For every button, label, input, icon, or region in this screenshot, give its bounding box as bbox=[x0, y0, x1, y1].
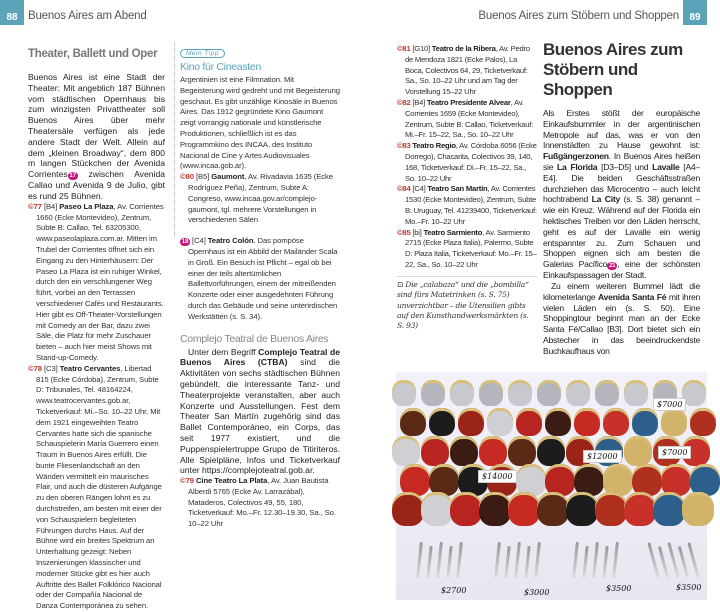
bold-text: Teatro Sarmiento bbox=[423, 227, 483, 237]
bombilla-straw bbox=[592, 542, 599, 578]
mate-cup bbox=[624, 380, 648, 406]
mate-cup bbox=[537, 436, 565, 466]
bombilla-straw bbox=[534, 542, 541, 578]
mate-cup bbox=[479, 380, 503, 406]
bombilla-straw bbox=[687, 542, 699, 578]
mate-cup bbox=[574, 408, 600, 436]
listing-entry-79 bbox=[180, 476, 340, 530]
text-run: , eine der schönsten Einkaufspassagen der Stadt. bbox=[543, 259, 700, 281]
listing-entry-78 bbox=[28, 364, 165, 612]
price-tag: $14000 bbox=[478, 470, 517, 483]
entry-number: ©84 bbox=[397, 184, 411, 194]
text-run: zwischen Avenida Callao und Avenida 9 de Julio, gibt es rund 25 Bühnen. bbox=[28, 169, 165, 201]
mate-cup bbox=[450, 380, 474, 406]
mate-cup bbox=[603, 408, 629, 436]
mate-cup bbox=[624, 436, 652, 466]
chapter-title: Buenos Aires zum Stöbern und Shoppen bbox=[543, 40, 683, 99]
section-heading-theater: Theater, Ballett und Oper bbox=[28, 48, 158, 60]
bombilla-straw bbox=[602, 546, 608, 578]
text-run: , Av. Sarmiento 2715 (Ecke Plaza Italia), Palermo, Subte D: Plaza Italia, Ticketverkauf: Mo.–Fr. 15–22, Sa., So. 10–22 Uhr bbox=[405, 227, 537, 269]
mate-cup bbox=[566, 492, 598, 526]
text-run: . Das pompöse Opernhaus ist ein Abbild der Mailänder Scala in Groß. Ein Besuch ist Pflicht – egal ob bei einer der teils altertümlichen Ballettvorführungen, einem der mitreißenden Konzerte oder einer ausgedehnten Führung durch das Gebäude und seine unterirdischen Werkstätten (s. S. 34). bbox=[188, 236, 338, 321]
mate-cup bbox=[595, 380, 619, 406]
photo-caption bbox=[397, 276, 537, 332]
text-run: [C4] bbox=[410, 184, 428, 194]
mate-cup bbox=[392, 436, 420, 466]
listing-entry-80 bbox=[180, 172, 340, 226]
text-run: Zu einem weiteren Bummel lädt die kilometerlange bbox=[543, 280, 700, 302]
entry-number: ©79 bbox=[180, 476, 194, 486]
map-marker: 21 bbox=[609, 263, 616, 270]
bold-text: La Florida bbox=[557, 161, 598, 172]
bold-text: Paseo La Plaza bbox=[59, 201, 114, 211]
text-run: [C4] bbox=[190, 236, 208, 246]
right-column-2 bbox=[543, 40, 700, 357]
left-column-2 bbox=[180, 42, 340, 530]
mate-cup bbox=[479, 436, 507, 466]
text-run: , Av. Córdoba 6056 (Ecke Dorrego), Chacarita, Colectivos 39, 140, 168, Ticketverkauf: Di.–Fr. 15–22, Sa., So. 10–22 Uhr bbox=[405, 141, 537, 183]
mate-cup bbox=[653, 492, 685, 526]
mate-cup bbox=[429, 408, 455, 436]
listing-entry-84 bbox=[397, 184, 537, 227]
text-run: , Av. Juan Bautista Alberdi 5765 (Ecke Av. Larrazábal), Mataderos, Colectivos 49, 55, 180, Ticketverkauf: Mo.–Fr. 12.30–19.30, Sa., So. 10–22 Uhr bbox=[188, 476, 336, 529]
bombilla-straw bbox=[504, 546, 510, 578]
shopping-paragraph-2 bbox=[543, 281, 700, 357]
price-tag: $3500 bbox=[676, 583, 702, 592]
mate-cup bbox=[458, 408, 484, 436]
listing-entry-85 bbox=[397, 228, 537, 271]
mate-cup bbox=[624, 492, 656, 526]
mate-cup bbox=[566, 380, 590, 406]
text-run: , Libertad 815 (Ecke Córdoba), Zentrum, Subte D: Tribunales, Tel. 48164224, www.teatrocervantes.gob.ar, Ticketverkauf: Mi.–So. 10–22 Uhr. Mit dem 1921 eingeweihten Teatro Cervantes hatte sich die spanische Schauspielerin María Guerrero einen Traum in Buenos Aires erfüllt. Die bunte Fliesenlandschaft an den Wänden vermittelt ein maurisches Flair, und auch die düsteren Aufgänge zu den oberen Rängen lohnt es zu durchstreifen, am besten mit einer der von Schauspielern begleiteten Führungen durchs Haus. Auf der Bühne wird ein breites Spektrum an Unterhaltung gezeigt: Neben Inszenierungen klassischer und moderner Stücke gibt es hier auch Auftritte des Ballet Folklórico Nacional oder der Compañía Nacional de Danza Contemporánea zu sehen. bbox=[36, 363, 162, 611]
entry-number: ©81 bbox=[397, 44, 411, 53]
tip-box-border bbox=[174, 42, 175, 237]
page-number-left: 88 bbox=[0, 0, 24, 25]
price-tag: $3500 bbox=[606, 584, 632, 593]
text-run: [G10] bbox=[410, 44, 432, 53]
ctba-heading: Complejo Teatral de Buenos Aires bbox=[180, 332, 329, 345]
bold-text: Cine Teatro La Plata bbox=[195, 476, 268, 486]
mate-cup bbox=[661, 408, 687, 436]
text-run: Als Erstes stößt der europäische Einkaufsbummler in der argentinischen Metropole auf das, was er von den Innenstädten zu Hause gewohnt ist: bbox=[543, 108, 700, 151]
bombilla-straw bbox=[416, 542, 423, 578]
mate-cups-photo bbox=[396, 372, 707, 600]
bold-text: Avenida Santa Fé bbox=[598, 291, 667, 302]
mate-cup bbox=[450, 436, 478, 466]
mate-cup bbox=[450, 492, 482, 526]
bombilla-straw bbox=[582, 546, 588, 578]
tip-heading: Kino für Cineasten bbox=[180, 61, 261, 73]
bombilla-straw bbox=[612, 542, 619, 578]
price-tag: $7000 bbox=[653, 398, 686, 411]
map-marker: 17 bbox=[69, 173, 76, 180]
text-run: Unter dem Begriff bbox=[188, 346, 259, 357]
bold-text: Teatro San Martín bbox=[427, 184, 488, 194]
bombilla-straw bbox=[658, 546, 669, 578]
page-number-right: 89 bbox=[683, 0, 707, 25]
bombilla-straw bbox=[514, 542, 521, 578]
mate-cup bbox=[690, 408, 716, 436]
left-column-1 bbox=[28, 48, 165, 612]
entry-number: ©77 bbox=[28, 201, 42, 211]
bold-text: Teatro Regio bbox=[412, 141, 456, 151]
caption-text: Die „calabaza“ und die „bombilla“ sind fürs Matetrinken (s. S. 75) unverzichtbar – die Utensilien gibts auf den Kunsthandwerksmärkten (s. S. 93) bbox=[397, 279, 529, 331]
bold-text: La City bbox=[591, 194, 621, 205]
text-run: [D3–D5] und bbox=[597, 161, 653, 172]
mate-cup bbox=[421, 380, 445, 406]
text-run: [A4–E4]. Die beiden Geschäftsstraßen durchziehen das Microcentro – auch leicht hochtrabend bbox=[543, 161, 700, 205]
price-tag: $2700 bbox=[441, 586, 467, 595]
mate-cup bbox=[508, 380, 532, 406]
text-run: , Av. Corrientes 1659 (Ecke Montevideo), Zentrum, Subte B: Callao, Ticketverkauf: Mi.–Fr. 15–22, Sa., So. 10–22 Uhr bbox=[405, 97, 534, 140]
bold-text: Teatro Cervantes bbox=[59, 363, 121, 373]
entry-number: ©78 bbox=[28, 363, 42, 373]
text-run: , Av. Corrientes 1530 (Ecke Montevideo), Zentrum, Subte B: Uruguay, Tel. 41239400, Ticketverkauf: Mo.–Fr. 10–22 Uhr bbox=[405, 184, 537, 226]
bold-text: Teatro Colón bbox=[207, 236, 254, 246]
bold-text: Fußgängerzonen bbox=[543, 151, 609, 162]
text-run: [B5] bbox=[193, 172, 212, 182]
teatro-colon-entry bbox=[180, 236, 340, 322]
text-run: Buenos Aires ist eine Stadt der Theater: Mit angeblich 187 Bühnen vom städtischen Opernhaus bis zum winzigsten Privattheater soll Buenos Aires über mehr Theatersäle verfügen als jede andere Stadt der Welt. Allein auf dem „kleinen Broadway“, dem 800 m langen Stückchen der Avenida Corrientes bbox=[28, 72, 165, 180]
bold-text: Gaumont bbox=[211, 172, 245, 182]
mate-cup bbox=[392, 492, 424, 526]
listing-entry-77 bbox=[28, 202, 165, 364]
listing-entry-83 bbox=[397, 141, 537, 184]
text-run: sind die Aktivitäten von sechs städtischen Bühnen gebündelt, die interessante Tanz- und Theaterprojekte veranstalten, aber auch Konzerte und Ausstellungen. Fest dem Theater San Martín zugehörig sind das Ballet Contemporáneo, ein Corps, das seit 1977 existiert, und die Puppenspielertruppe Grupo de Titiriteros. Alle Spielpläne, Infos und Ticketverkauf unter https://complejoteatral.gob.ar. bbox=[180, 357, 341, 476]
shopping-paragraph-1 bbox=[543, 108, 700, 281]
mate-cup bbox=[537, 380, 561, 406]
mate-cup bbox=[487, 408, 513, 436]
price-tag: $12000 bbox=[583, 450, 622, 463]
bold-text: Teatro de la Ribera bbox=[431, 44, 496, 53]
mate-cup bbox=[508, 492, 540, 526]
mate-cup bbox=[421, 492, 453, 526]
running-head-left: Buenos Aires am Abend bbox=[28, 10, 147, 22]
mate-cup bbox=[516, 408, 542, 436]
mate-cup bbox=[537, 492, 569, 526]
text-run: [B4] bbox=[410, 97, 427, 107]
mein-tipp-badge: Mein Tipp bbox=[180, 49, 225, 58]
mate-cup bbox=[400, 408, 426, 436]
mate-cup bbox=[632, 408, 658, 436]
map-marker: 18 bbox=[181, 239, 189, 246]
price-tag: $7000 bbox=[658, 446, 691, 459]
mate-cup bbox=[682, 492, 714, 526]
mate-cup bbox=[421, 436, 449, 466]
listing-entry-81 bbox=[397, 44, 537, 98]
mate-cup bbox=[595, 492, 627, 526]
caption-arrow-icon: ⊡ bbox=[397, 279, 406, 289]
text-run: [bi] bbox=[410, 227, 424, 237]
bombilla-straw bbox=[524, 546, 530, 578]
text-run: , Av. Corrientes 1660 (Ecke Montevideo), Zentrum, Subte B: Callao, Tel. 63205300, www.paseolaplaza.com.ar. Mitten im Trubel der Corrientes öffnet sich ein Eingang zu den Hinterhäusern: Der Paseo La Plaza ist ein ruhiger Winkel, durch den ein verschlungener Weg führt, vorbei an den Terrassen verschiedener Cafés und Restaurants. Hier gibt es Off-Theater-Vorstellungen mit Comedy an der Bar, dazu zwei Säle, die Platz für mehr Zuschauer bieten – auch hier meist Shows mit Stand-up-Comedy. bbox=[36, 201, 164, 362]
bombilla-straw bbox=[436, 542, 443, 578]
mate-cup bbox=[392, 380, 416, 406]
bold-text: Teatro Presidente Alvear bbox=[426, 97, 511, 107]
bombilla-straw bbox=[494, 542, 501, 578]
entry-number: ©82 bbox=[397, 97, 411, 107]
bombilla-straw bbox=[456, 542, 463, 578]
bombilla-straw bbox=[572, 542, 579, 578]
running-head-right: Buenos Aires zum Stöbern und Shoppen bbox=[478, 10, 679, 22]
bold-text: Lavalle bbox=[652, 161, 680, 172]
intro-paragraph bbox=[28, 72, 165, 202]
text-run: , Av. Rivadavia 1635 (Ecke Rodríguez Peña), Zentrum, Subte A: Congreso, www.incaa.gov.ar/complejo-gaumont, tgl. mehrere Vorstellungen in verschiedenen Sälen bbox=[188, 172, 333, 225]
bombilla-straw bbox=[426, 546, 432, 578]
entry-number: ©83 bbox=[397, 141, 411, 151]
entry-number: ©85 bbox=[397, 227, 411, 237]
mate-cup bbox=[479, 492, 511, 526]
text-run: . In Buenos Aires heißen sie bbox=[543, 151, 700, 172]
right-column-1 bbox=[397, 44, 537, 332]
price-tag: $3000 bbox=[524, 588, 550, 597]
text-run: mit ihren vielen Läden ein (s. S. 50). Eine Shoppingtour beginnt man an der Ecke Santa Fé/Callao [B3]. Dort bietet sich ein Abstecher in das beeindruckendste Buchkaufhaus von bbox=[543, 291, 701, 356]
ctba-paragraph bbox=[180, 347, 340, 477]
bombilla-straw bbox=[446, 546, 452, 578]
bold-text: Complejo Teatral de Buenos Aires (CTBA) bbox=[180, 346, 341, 368]
bombilla-straw bbox=[678, 546, 689, 578]
text-run: [B4] bbox=[41, 201, 60, 211]
text-run: , Av. Pedro de Mendoza 1821 (Ecke Palos), La Boca, Colectivos 64, 29, Ticketverkauf: Sa., So. 10–22 Uhr und am Tag der Vorstellung 15–22 Uhr bbox=[405, 44, 530, 97]
mate-cup bbox=[508, 436, 536, 466]
listing-entry-82 bbox=[397, 98, 537, 141]
mate-cup bbox=[545, 408, 571, 436]
tip-text: Argentinien ist eine Filmnation. Mit Begeisterung wird gedreht und mit Begeisterung geschaut. Es gibt unzählige Kinosäle in Buenos Aires. Das 1912 gegründete Kino Gaumont zeigt vorrangig nationale und künstlerische Produktionen, schließlich ist es das Programmkino des INCAA, des Instituto Nacional de Cine y Artes Audiovisuales (www.incaa.gob.ar). bbox=[180, 75, 340, 171]
entry-number: ©80 bbox=[180, 172, 194, 182]
text-run: (s. S. 38) genannt – wie ein Kreuz. Während auf der Florida ein hektisches Treiben vor den Läden herrscht, geht es auf der Lavalle ein wenig entspannter zu. Zum Schauen und Shoppen eignen sich am besten die Galerias Pacífico bbox=[543, 194, 700, 270]
text-run: [C3] bbox=[41, 363, 60, 373]
